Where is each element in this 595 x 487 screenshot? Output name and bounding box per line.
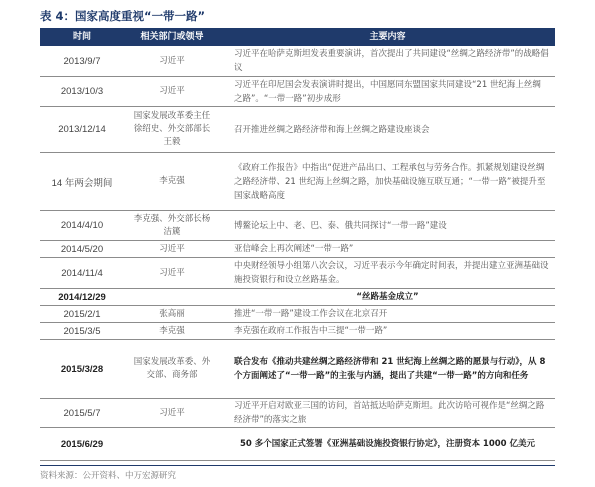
row-time: 14 年两会期间 (51, 177, 113, 189)
row-time: 2013/10/3 (60, 86, 104, 97)
row-time: 2015/3/28 (60, 363, 104, 375)
table-bottom-rule (40, 465, 555, 466)
row-dept: 习近平 (159, 86, 185, 96)
header-time: 时间 (72, 32, 91, 42)
row-time: 2013/9/7 (63, 55, 101, 67)
source-note: 资料来源：公开资料、中万宏源研究 (40, 471, 177, 481)
row-time: 2015/5/7 (63, 407, 101, 419)
row-dept: 习近平 (159, 267, 185, 278)
row-content: 习近平在哈萨克斯坦发表重要演讲，首次提出了共同建设“丝绸之路经济带”的战略倡议 (234, 49, 549, 73)
table-row (40, 428, 555, 461)
row-dept (124, 289, 220, 305)
table-row (40, 107, 555, 153)
row-dept: 习近平 (159, 407, 185, 418)
row-dept: 张高丽 (159, 308, 185, 319)
table-row (40, 306, 555, 323)
table-row (40, 77, 555, 107)
row-time: 2014/12/29 (58, 291, 106, 303)
row-content: 习近平开启对欧亚三国的访问，首站抵达哈萨克斯坦。此次访哈可视作是“丝绸之路经济带”的落实之旅 (234, 401, 545, 425)
row-content: “丝路基金成立” (356, 292, 419, 302)
row-dept: 国家发展改革委、外交部、商务部 (133, 357, 211, 380)
table-row (40, 258, 555, 289)
row-content: 推进“一带一路”建设工作会议在北京召开 (234, 309, 388, 319)
row-time: 2014/4/10 (60, 220, 104, 231)
row-content: 联合发布《推动共建丝绸之路经济带和 21 世纪海上丝绸之路的愿景与行动》，从 8 个方面阐述了“一带一路”的主张与内涵，提出了共建“一带一路”的方向和任务 (234, 357, 546, 381)
row-dept: 习近平 (159, 55, 185, 66)
events-table (40, 46, 555, 461)
row-time: 2014/11/4 (61, 267, 103, 279)
table-row (40, 241, 555, 258)
row-content: 50 多个国家正式签署《亚洲基础设施投资银行协定》，注册资本 1000 亿美元 (239, 439, 536, 449)
row-content: 习近平在印尼国会发表演讲时提出，中国愿同东盟国家共同建设“21 世纪海上丝绸之路”。“一带一路”初步成形 (234, 79, 541, 104)
table-row (40, 211, 555, 241)
row-content: 亚信峰会上再次阐述“一带一路” (234, 244, 354, 254)
table-row (40, 399, 555, 428)
row-time: 2014/5/20 (60, 243, 104, 255)
row-dept (124, 428, 220, 460)
table-row (40, 323, 555, 340)
row-time: 2015/6/29 (60, 438, 104, 450)
row-content: 《政府工作报告》中指出“促进产品出口、工程承包与劳务合作。抓紧规划建设丝绸之路经济带、21 世纪海上丝绸之路，加快基础设施互联互通；“一带一路”被提升至国家战略高度 (234, 162, 546, 201)
row-time: 2015/3/5 (63, 325, 101, 337)
table-title: 表 4：国家高度重视“一带一路” (40, 9, 206, 23)
table-header (40, 28, 555, 46)
row-dept: 李克强 (159, 176, 185, 186)
row-dept: 李克强 (159, 325, 185, 336)
row-time: 2015/2/1 (63, 308, 101, 320)
table-row (40, 153, 555, 211)
row-content: 召开推进丝绸之路经济带和海上丝绸之路建设座谈会 (234, 124, 430, 135)
table-row (40, 340, 555, 399)
row-dept: 国家发展改革委主任徐绍史、外交部部长王毅 (133, 111, 211, 147)
row-time: 2013/12/14 (58, 124, 106, 135)
row-dept: 习近平 (159, 243, 185, 254)
table-row (40, 289, 555, 306)
row-content: 李克强在政府工作报告中三提“一带一路” (234, 326, 388, 336)
header-content: 主要内容 (369, 32, 406, 42)
header-dept: 相关部门或领导 (140, 32, 204, 42)
row-content: 中央财经领导小组第八次会议，习近平表示今年确定时间表，并提出建立亚洲基础设施投资银行和设立丝路基金。 (234, 261, 549, 285)
row-content: 博鳌论坛上中、老、巴、泰、俄共同探讨“一带一路”建设 (234, 220, 447, 231)
table-row (40, 46, 555, 77)
row-dept: 李克强、外交部长杨洁篪 (133, 213, 211, 237)
